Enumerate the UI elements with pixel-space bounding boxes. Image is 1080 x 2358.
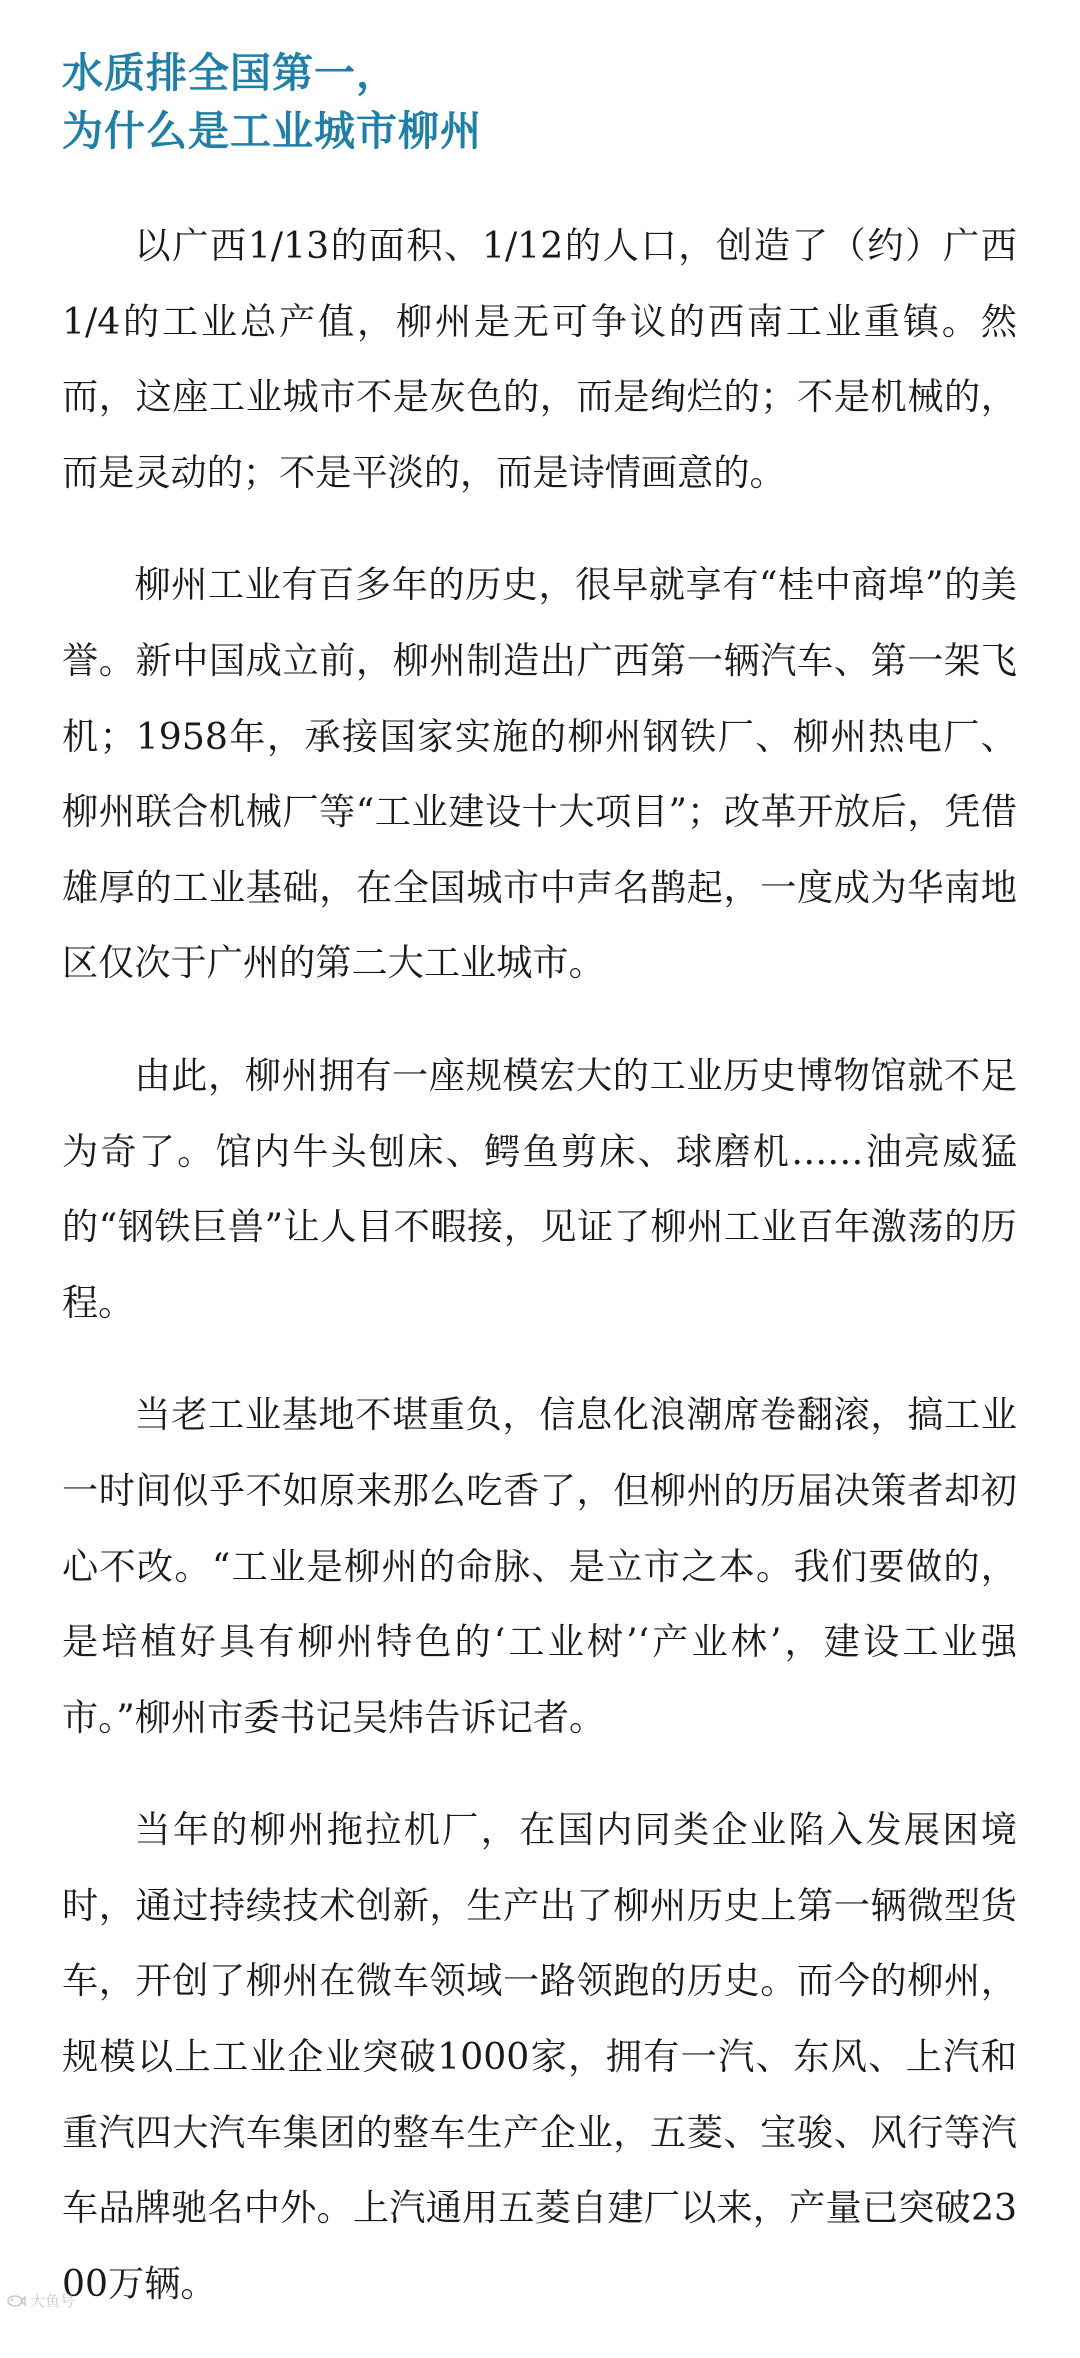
article-title <box>62 44 1022 160</box>
watermark-text: 大鱼号 <box>30 2292 76 2310</box>
title-line-2: 为什么是工业城市柳州 <box>62 107 482 155</box>
paragraph-4: 当老工业基地不堪重负，信息化浪潮席卷翻滚，搞工业一时间似乎不如原来那么吃香了，但柳州的历届决策者却初心不改。“工业是柳州的命脉、是立市之本。我们要做的，是培植好具有柳州特色的‘工业树’‘产业林’，建设工业强市。”柳州市委书记吴炜告诉记者。 <box>62 1393 1017 1739</box>
fisheye-logo-icon <box>6 2291 26 2311</box>
title-line-1: 水质排全国第一， <box>62 49 398 97</box>
watermark <box>6 2290 75 2311</box>
article-body <box>62 208 1017 2358</box>
paragraph-1: 以广西1/13的面积、1/12的人口，创造了（约）广西1/4的工业总产值，柳州是无可争议的西南工业重镇。然而，这座工业城市不是灰色的，而是绚烂的；不是机械的，而是灵动的；不是平淡的，而是诗情画意的。 <box>62 224 1017 494</box>
paragraph-3: 由此，柳州拥有一座规模宏大的工业历史博物馆就不足为奇了。馆内牛头刨床、鳄鱼剪床、球磨机……油亮威猛的“钢铁巨兽”让人目不暇接，见证了柳州工业百年激荡的历程。 <box>62 1053 1017 1324</box>
paragraph-5: 当年的柳州拖拉机厂，在国内同类企业陷入发展困境时，通过持续技术创新，生产出了柳州历史上第一辆微型货车，开创了柳州在微车领域一路领跑的历史。而今的柳州，规模以上工业企业突破1000家，拥有一汽、东风、上汽和重汽四大汽车集团的整车生产企业，五菱、宝骏、风行等汽车品牌驰名中外。上汽通用五菱自建厂以来，产量已突破2300万辆。 <box>62 1808 1017 2305</box>
paragraph-2: 柳州工业有百多年的历史，很早就享有“桂中商埠”的美誉。新中国成立前，柳州制造出广西第一辆汽车、第一架飞机；1958年，承接国家实施的柳州钢铁厂、柳州热电厂、柳州联合机械厂等“工业建设十大项目”；改革开放后，凭借雄厚的工业基础，在全国城市中声名鹊起，一度成为华南地区仅次于广州的第二大工业城市。 <box>62 563 1017 985</box>
